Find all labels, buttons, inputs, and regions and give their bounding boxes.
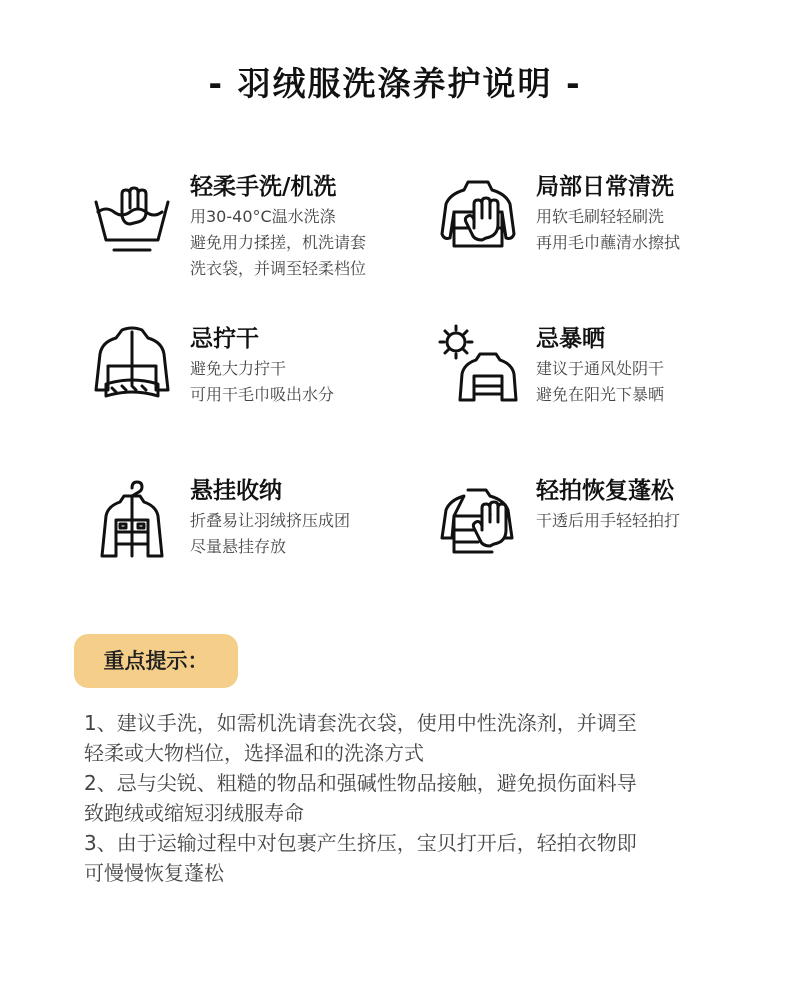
- care-item-no-wring: [92, 324, 432, 444]
- note-line: 2、忌与尖锐、粗糙的物品和强碱性物品接触，避免损伤面料导: [84, 771, 637, 795]
- care-item-hand-wash: [92, 172, 432, 292]
- notes-list: [84, 708, 724, 888]
- note-line: 致跑绒或缩短羽绒服寿命: [84, 801, 304, 825]
- hanging-coat-icon: [92, 476, 172, 566]
- care-heading: 忌拧干: [190, 326, 259, 352]
- care-heading: 局部日常清洗: [536, 174, 674, 200]
- note-line: 3、由于运输过程中对包裹产生挤压，宝贝打开后，轻拍衣物即: [84, 831, 637, 855]
- care-line: 建议于通风处阴干: [536, 359, 665, 378]
- note-line: 可慢慢恢复蓬松: [84, 861, 224, 885]
- care-item-pat-fluff: [438, 476, 778, 596]
- care-line: 避免在阳光下暴晒: [536, 385, 665, 404]
- jacket-hand-clean-icon: [438, 172, 518, 262]
- care-line: 用30-40°C温水洗涤: [190, 207, 336, 226]
- care-item-hang-storage: [92, 476, 432, 596]
- care-heading: 悬挂收纳: [190, 478, 282, 504]
- care-item-spot-clean: [438, 172, 778, 292]
- note-line: 轻柔或大物档位，选择温和的洗涤方式: [84, 741, 424, 765]
- note-line: 1、建议手洗，如需机洗请套洗衣袋，使用中性洗涤剂，并调至: [84, 711, 637, 735]
- jacket-pat-icon: [438, 476, 518, 566]
- care-heading: 轻柔手洗/机洗: [190, 174, 337, 200]
- care-item-no-sun: [438, 324, 778, 444]
- care-line: 避免用力揉搓，机洗请套: [190, 233, 367, 252]
- care-line: 再用毛巾蘸清水擦拭: [536, 233, 681, 252]
- care-line: 洗衣袋，并调至轻柔档位: [190, 259, 367, 278]
- tip-badge: 重点提示：: [74, 634, 238, 688]
- sun-jacket-icon: [438, 324, 518, 414]
- jacket-no-wring-icon: [92, 324, 172, 414]
- care-line: 干透后用手轻轻拍打: [536, 511, 681, 530]
- care-heading: 忌暴晒: [536, 326, 605, 352]
- care-heading: 轻拍恢复蓬松: [536, 478, 674, 504]
- care-line: 尽量悬挂存放: [190, 537, 287, 556]
- care-line: 避免大力拧干: [190, 359, 287, 378]
- care-line: 用软毛刷轻轻刷洗: [536, 207, 665, 226]
- hand-wash-basin-icon: [92, 172, 172, 262]
- care-line: 可用干毛巾吸出水分: [190, 385, 335, 404]
- page-title: - 羽绒服洗涤养护说明 -: [208, 64, 582, 103]
- care-line: 折叠易让羽绒挤压成团: [190, 511, 351, 530]
